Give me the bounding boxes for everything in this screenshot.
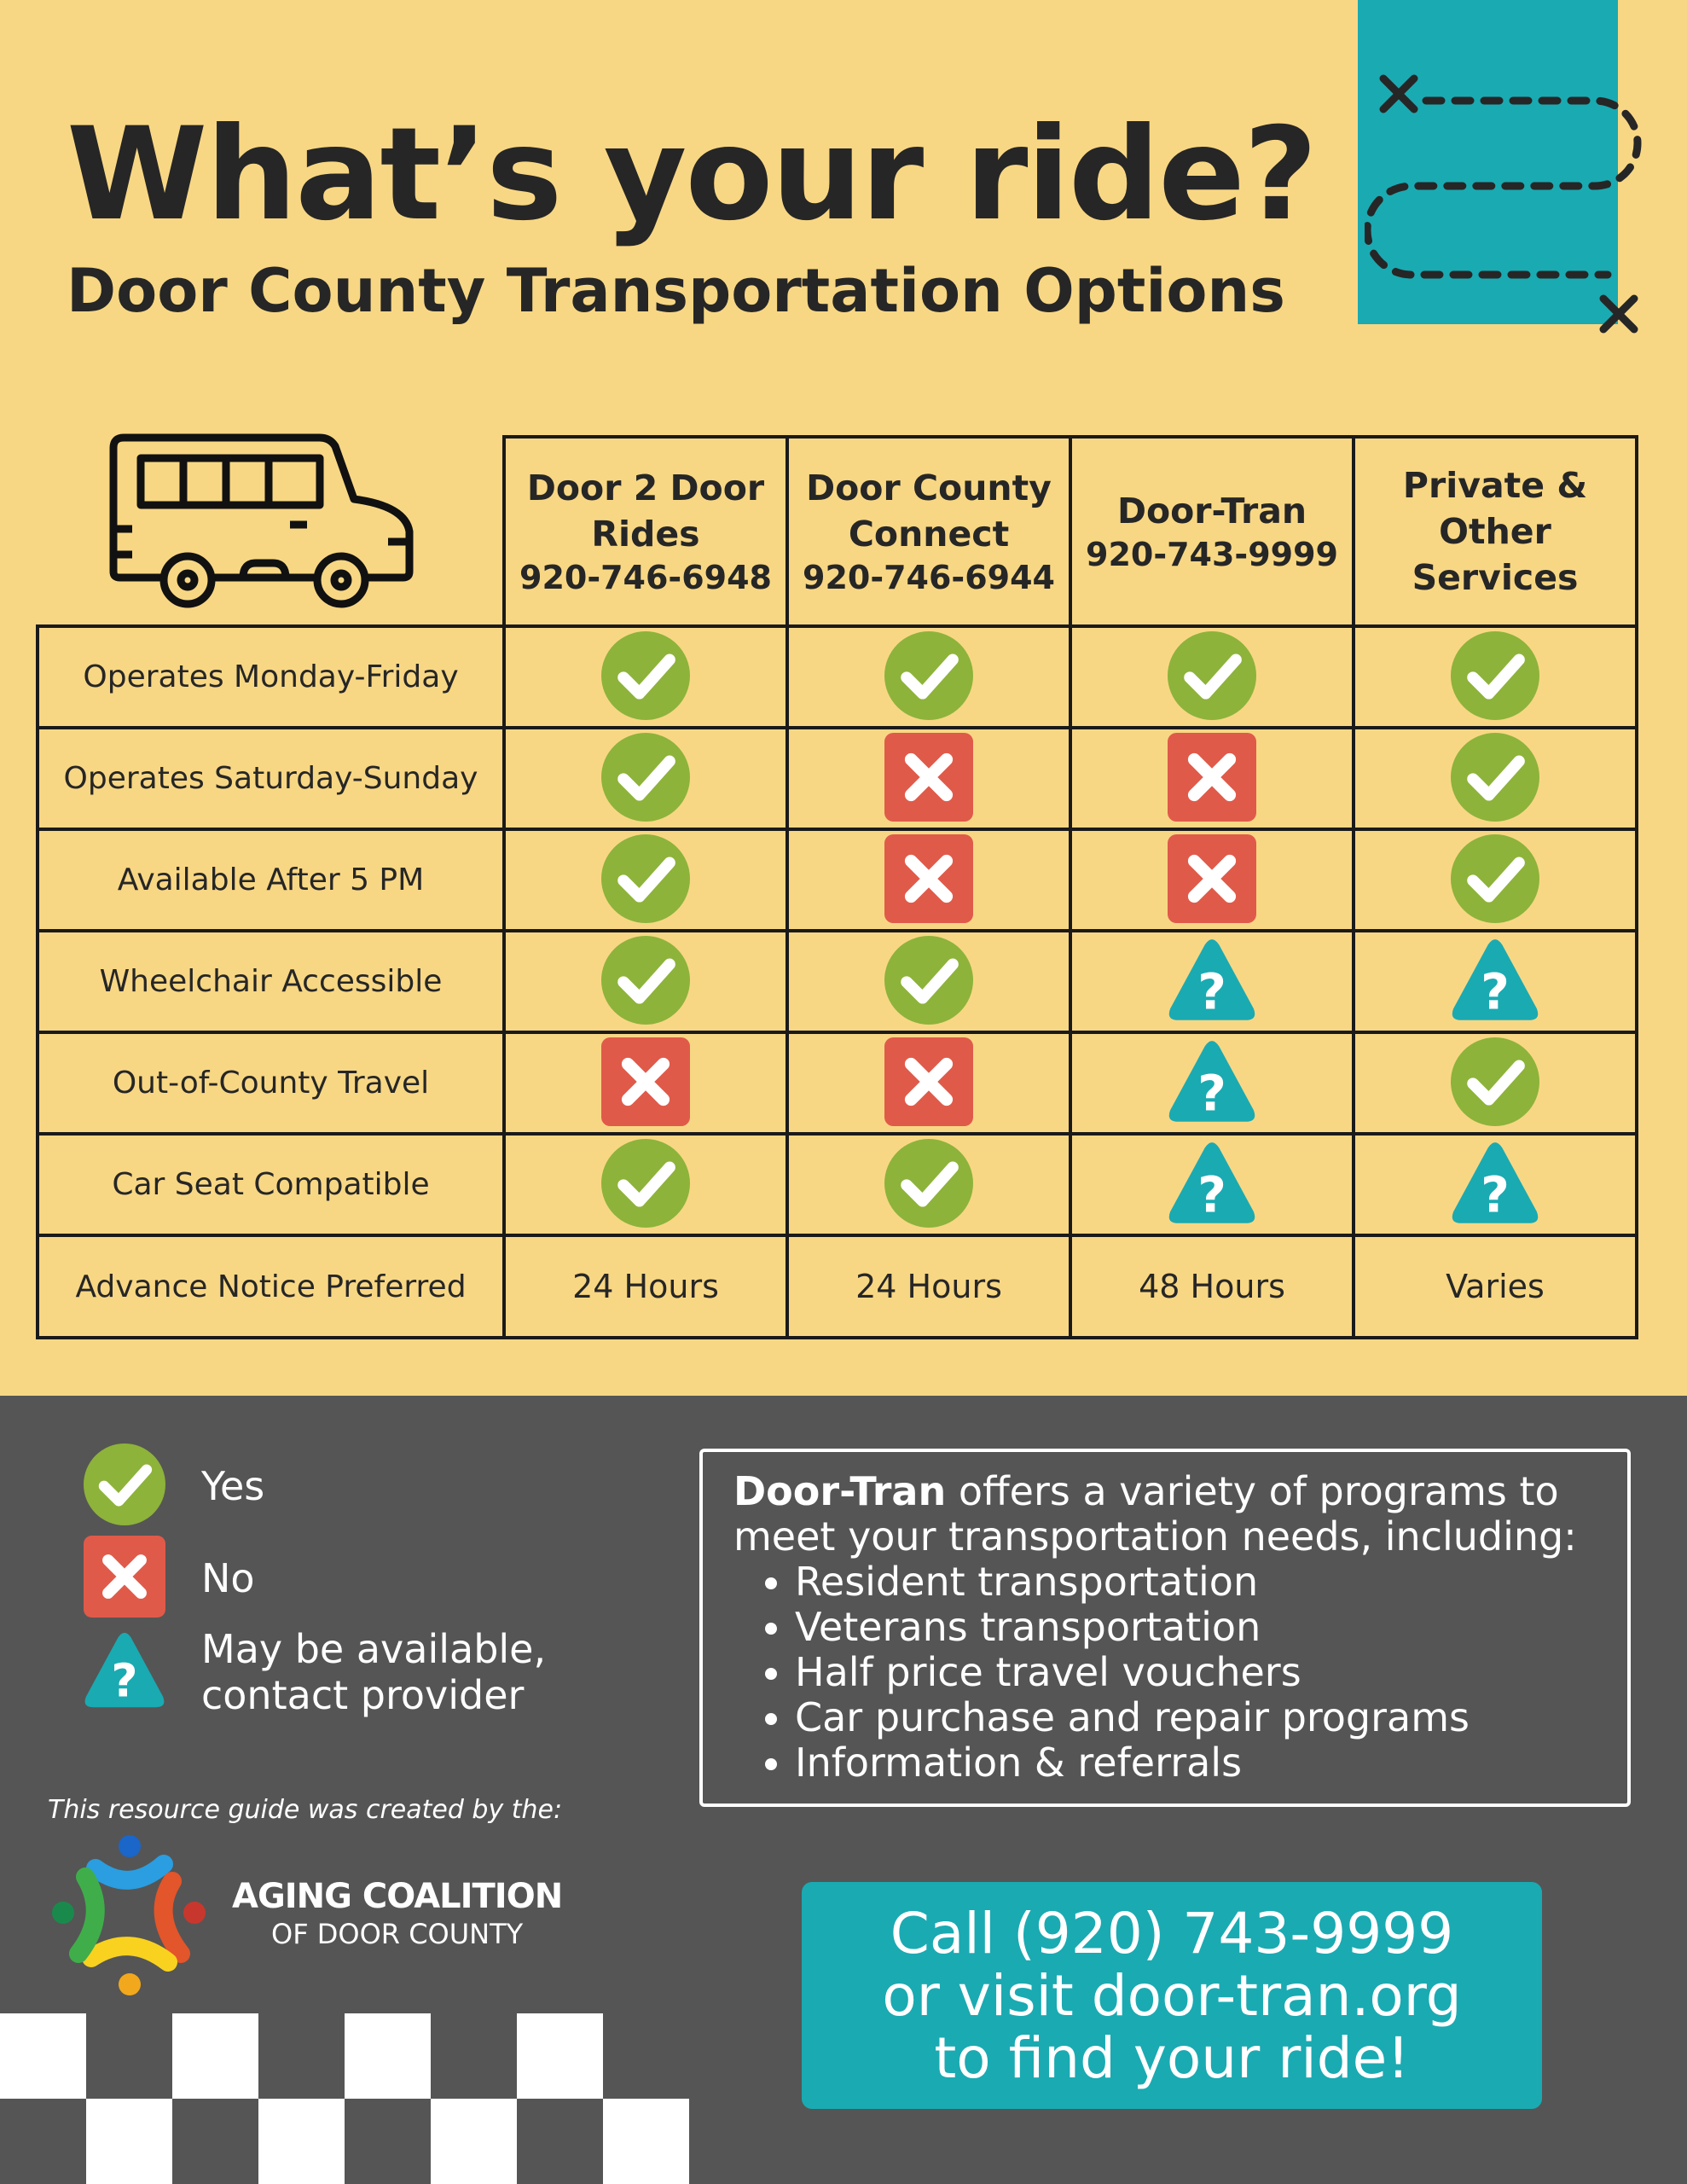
question-triangle-icon (1168, 1037, 1256, 1130)
table-row (38, 931, 1637, 1032)
question-triangle-icon (84, 1629, 165, 1715)
status-cell (1070, 728, 1354, 829)
status-cell (1070, 931, 1354, 1032)
status-cell (504, 1134, 787, 1235)
info-intro-text: offers a variety of programs to meet your transportation needs, including: (733, 1468, 1577, 1560)
list-item: • Half price travel vouchers (795, 1650, 1602, 1695)
column-header (504, 437, 787, 626)
question-triangle-icon (1451, 1139, 1539, 1231)
cta-line3: to find your ride! (934, 2024, 1410, 2091)
status-cell (1070, 1134, 1354, 1235)
question-triangle-icon (1168, 1139, 1256, 1231)
question-triangle-icon (1168, 936, 1256, 1028)
legend-maybe-line2: contact provider (201, 1672, 525, 1718)
provider-name: Private & Other Services (1402, 465, 1588, 598)
row-label: Available After 5 PM (38, 829, 504, 931)
x-square-icon (884, 1037, 973, 1130)
check-circle-icon (601, 631, 690, 723)
check-circle-icon (601, 733, 690, 825)
page-subtitle: Door County Transportation Options (67, 256, 1285, 326)
table-row (38, 626, 1637, 728)
program-list (733, 1560, 1602, 1786)
list-item: • Resident transportation (795, 1560, 1602, 1605)
status-cell (787, 931, 1070, 1032)
notice-cell: 48 Hours (1070, 1235, 1354, 1338)
row-label: Car Seat Compatible (38, 1134, 504, 1235)
question-triangle-icon (1451, 936, 1539, 1028)
legend-yes (84, 1443, 264, 1529)
status-cell (787, 829, 1070, 931)
credit-text: This resource guide was created by the: (48, 1795, 563, 1825)
x-square-icon (601, 1037, 690, 1130)
legend-no-label: No (201, 1555, 255, 1601)
status-cell (1070, 829, 1354, 931)
status-cell (1354, 1134, 1637, 1235)
x-square-icon (1168, 733, 1256, 825)
check-circle-icon (601, 1139, 690, 1231)
cta-line2[interactable]: or visit door-tran.org (882, 1962, 1462, 2029)
status-cell (504, 1032, 787, 1134)
door-tran-info-box (699, 1449, 1631, 1807)
status-cell (787, 626, 1070, 728)
provider-phone[interactable]: 920-746-6944 (803, 559, 1055, 596)
header-corner (38, 437, 504, 626)
table-row (38, 1032, 1637, 1134)
notice-row (38, 1235, 1637, 1338)
provider-name: Door-Tran (1116, 491, 1307, 531)
check-circle-icon (601, 936, 690, 1028)
logo-org-line1: AGING COALITION (232, 1877, 563, 1916)
provider-phone[interactable]: 920-746-6948 (519, 559, 772, 596)
check-circle-icon (1451, 834, 1539, 926)
list-item: • Information & referrals (795, 1740, 1602, 1786)
list-item: • Veterans transportation (795, 1605, 1602, 1650)
check-circle-icon (1451, 631, 1539, 723)
row-label: Advance Notice Preferred (38, 1235, 504, 1338)
status-cell (1354, 626, 1637, 728)
provider-name: Door County Connect (806, 468, 1052, 555)
check-circle-icon (884, 1139, 973, 1231)
x-square-icon (84, 1536, 165, 1621)
status-cell (1070, 1032, 1354, 1134)
route-map-icon (1365, 68, 1672, 358)
cta-line1[interactable]: Call (920) 743-9999 (890, 1900, 1454, 1966)
check-circle-icon (84, 1443, 165, 1529)
status-cell (787, 1134, 1070, 1235)
notice-cell: 24 Hours (787, 1235, 1070, 1338)
legend-maybe-line1: May be available, (201, 1626, 547, 1672)
status-cell (1354, 1032, 1637, 1134)
options-table (36, 435, 1638, 1339)
status-cell (1354, 829, 1637, 931)
legend-no (84, 1536, 255, 1621)
svg-text:?: ? (1197, 1063, 1226, 1122)
check-circle-icon (601, 834, 690, 926)
check-circle-icon (884, 631, 973, 723)
check-circle-icon (884, 936, 973, 1028)
status-cell (1354, 728, 1637, 829)
x-square-icon (1168, 834, 1256, 926)
list-item: • Car purchase and repair programs (795, 1695, 1602, 1740)
row-label: Out-of-County Travel (38, 1032, 504, 1134)
provider-phone[interactable]: 920-743-9999 (1086, 536, 1338, 573)
svg-text:?: ? (1481, 1165, 1510, 1223)
check-circle-icon (1168, 631, 1256, 723)
page-title: What’s your ride? (67, 101, 1316, 249)
legend-maybe (84, 1626, 546, 1718)
info-brand: Door-Tran (733, 1468, 947, 1514)
status-cell (787, 728, 1070, 829)
row-label: Operates Monday-Friday (38, 626, 504, 728)
column-header (1070, 437, 1354, 626)
status-cell (504, 626, 787, 728)
status-cell (504, 728, 787, 829)
x-square-icon (884, 834, 973, 926)
svg-text:?: ? (111, 1653, 138, 1708)
status-cell (1354, 931, 1637, 1032)
table-header-row (38, 437, 1637, 626)
svg-text:?: ? (1197, 961, 1226, 1020)
notice-cell: 24 Hours (504, 1235, 787, 1338)
status-cell (504, 931, 787, 1032)
check-circle-icon (1451, 1037, 1539, 1130)
svg-text:?: ? (1197, 1165, 1226, 1223)
column-header (787, 437, 1070, 626)
check-circle-icon (1451, 733, 1539, 825)
status-cell (1070, 626, 1354, 728)
table-row (38, 829, 1637, 931)
table-row (38, 728, 1637, 829)
legend-maybe-label (201, 1626, 546, 1718)
legend-yes-label: Yes (201, 1463, 265, 1509)
table-row (38, 1134, 1637, 1235)
status-cell (504, 829, 787, 931)
svg-text:?: ? (1481, 961, 1510, 1020)
checkered-pattern (0, 2013, 691, 2184)
x-square-icon (884, 733, 973, 825)
notice-cell: Varies (1354, 1235, 1637, 1338)
aging-coalition-logo (44, 1834, 215, 1996)
logo-org-line2: OF DOOR COUNTY (271, 1918, 524, 1950)
column-header (1354, 437, 1637, 626)
provider-name: Door 2 Door Rides (526, 468, 765, 555)
info-intro (733, 1469, 1602, 1560)
status-cell (787, 1032, 1070, 1134)
call-to-action-box[interactable] (802, 1882, 1542, 2109)
row-label: Wheelchair Accessible (38, 931, 504, 1032)
row-label: Operates Saturday-Sunday (38, 728, 504, 829)
